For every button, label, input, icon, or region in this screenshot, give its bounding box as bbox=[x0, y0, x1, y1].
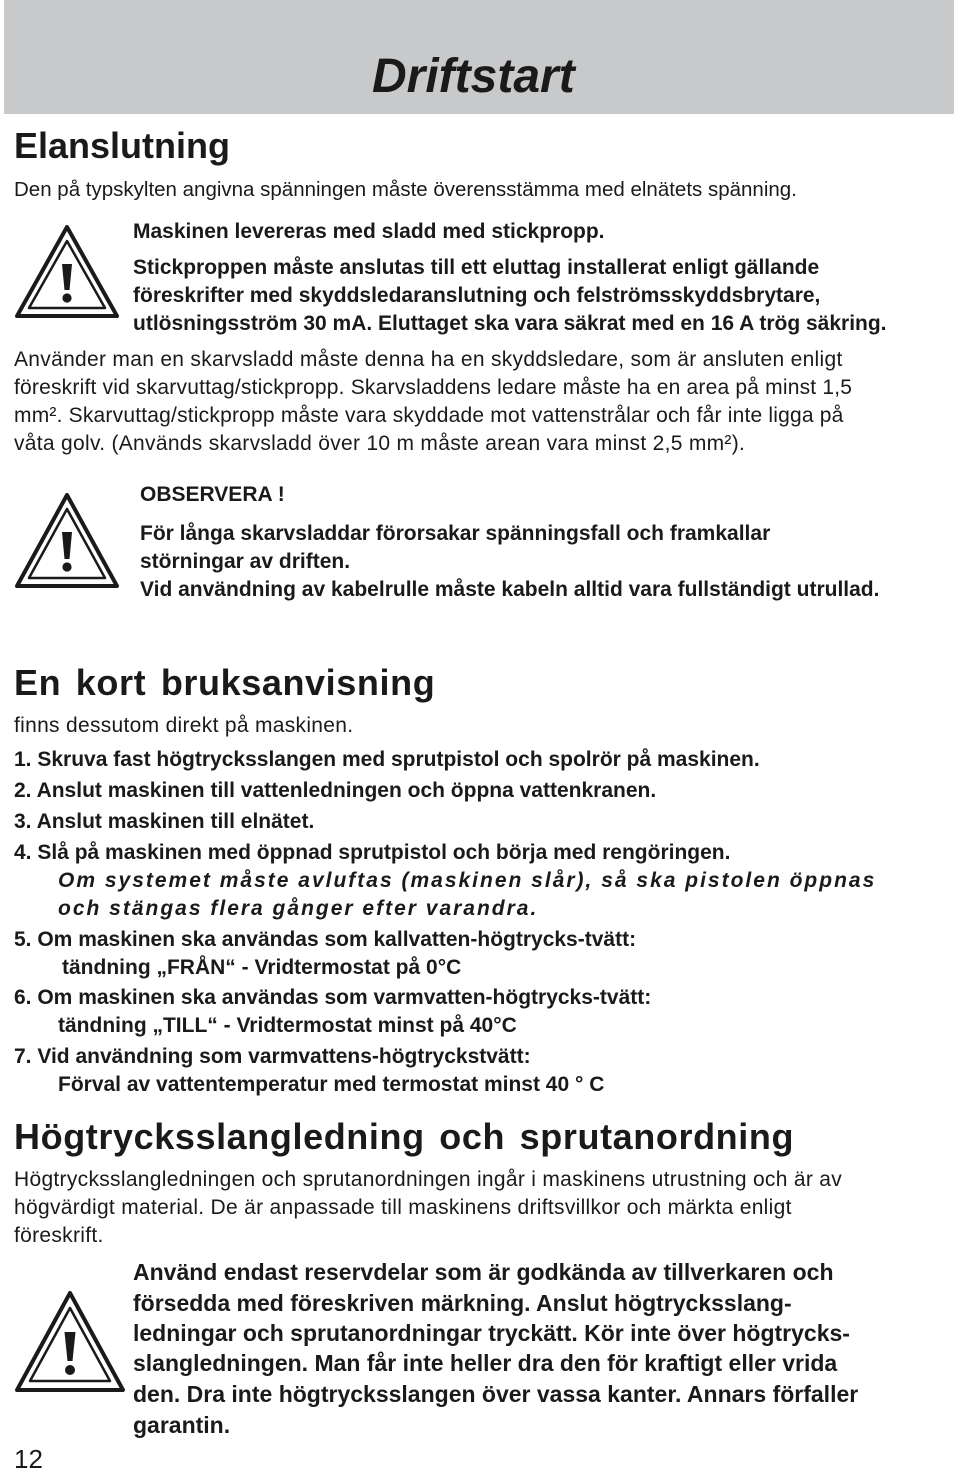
hogtryck-warning-line: garantin. bbox=[133, 1412, 231, 1438]
page-title: Driftstart bbox=[372, 50, 575, 103]
instruction-step: 2. Anslut maskinen till vattenledningen och öppna vattenkranen. bbox=[14, 779, 657, 802]
page-number: 12 bbox=[14, 1444, 43, 1474]
elanslutning-body-line: Använder man en skarvsladd måste denna ha en skyddsledare, som är ansluten enligt bbox=[14, 348, 843, 371]
instruction-step: 6. Om maskinen ska användas som varmvatten-högtrycks-tvätt: bbox=[14, 986, 652, 1009]
instruction-step-detail: Förval av vattentemperatur med termostat minst 40 ° C bbox=[58, 1073, 605, 1096]
warning-triangle-icon bbox=[14, 1290, 126, 1394]
observera-title: OBSERVERA ! bbox=[140, 483, 285, 506]
warning-triangle-icon bbox=[14, 224, 120, 320]
hogtryck-warning-line: slangledningen. Man får inte heller dra den för kraftigt eller vrida bbox=[133, 1350, 838, 1376]
elanslutning-warning-line: föreskrifter med skyddsledaranslutning och felströmsskyddsbrytare, bbox=[133, 284, 821, 307]
hogtryck-body-line: föreskrift. bbox=[14, 1224, 104, 1247]
hogtryck-warning-line: den. Dra inte högtrycksslangen över vassa kanter. Annars förfaller bbox=[133, 1381, 859, 1407]
instruction-step: 1. Skruva fast högtrycksslangen med sprutpistol och spolrör på maskinen. bbox=[14, 748, 760, 771]
instruction-step: 5. Om maskinen ska användas som kallvatten-högtrycks-tvätt: bbox=[14, 928, 637, 951]
elanslutning-body-line: mm². Skarvuttag/stickpropp måste vara skyddade mot vattenstrålar och får inte ligga på bbox=[14, 404, 844, 427]
elanslutning-intro: Den på typskylten angivna spänningen måste överensstämma med elnätets spänning. bbox=[14, 178, 797, 201]
section-heading-elanslutning: Elanslutning bbox=[14, 125, 230, 166]
hogtryck-body-line: högvärdigt material. De är anpassade till maskinens driftsvillkor och märkta enligt bbox=[14, 1196, 792, 1219]
instruction-step-note: och stängas flera gånger efter varandra. bbox=[58, 897, 539, 920]
instruction-step: 7. Vid användning som varmvattens-högtryckstvätt: bbox=[14, 1045, 531, 1068]
instruction-step-note: Om systemet måste avluftas (maskinen slår), så ska pistolen öppnas bbox=[58, 869, 877, 892]
elanslutning-warning-line: Maskinen levereras med sladd med stickpropp. bbox=[133, 220, 605, 243]
hogtryck-warning-line: försedda med föreskriven märkning. Anslut högtrycksslang- bbox=[133, 1290, 792, 1316]
hogtryck-warning-line: Använd endast reservdelar som är godkända av tillverkaren och bbox=[133, 1259, 834, 1285]
instruction-step-detail: tändning „FRÅN“ - Vridtermostat på 0°C bbox=[62, 956, 462, 979]
bruksanvisning-intro: finns dessutom direkt på maskinen. bbox=[14, 714, 354, 737]
elanslutning-body-line: våta golv. (Används skarvsladd över 10 m måste arean vara minst 2,5 mm²). bbox=[14, 432, 746, 455]
elanslutning-body-line: föreskrift vid skarvuttag/stickpropp. Skarvsladdens ledare måste ha en area på minst 1,5 bbox=[14, 376, 853, 399]
section-heading-bruksanvisning: En kort bruksanvisning bbox=[14, 662, 436, 703]
instruction-step: 4. Slå på maskinen med öppnad sprutpistol och börja med rengöringen. bbox=[14, 841, 731, 864]
hogtryck-body-line: Högtrycksslangledningen och sprutanordningen ingår i maskinens utrustning och är av bbox=[14, 1168, 843, 1191]
warning-triangle-icon bbox=[14, 492, 120, 590]
instruction-step: 3. Anslut maskinen till elnätet. bbox=[14, 810, 315, 833]
elanslutning-warning-line: utlösningsström 30 mA. Eluttaget ska vara säkrat med en 16 A trög säkring. bbox=[133, 312, 887, 335]
instruction-step-detail: tändning „TILL“ - Vridtermostat minst på 40°C bbox=[58, 1014, 517, 1037]
elanslutning-warning-line: Stickproppen måste anslutas till ett eluttag installerat enligt gällande bbox=[133, 256, 820, 279]
section-heading-hogtryck: Högtrycksslangledning och sprutanordning bbox=[14, 1116, 795, 1157]
observera-line: Vid användning av kabelrulle måste kabeln alltid vara fullständigt utrullad. bbox=[140, 578, 880, 601]
observera-line: För långa skarvsladdar förorsakar spänningsfall och framkallar bbox=[140, 522, 771, 545]
observera-line: störningar av driften. bbox=[140, 550, 351, 573]
hogtryck-warning-line: ledningar och sprutanordningar tryckätt. Kör inte över högtrycks- bbox=[133, 1320, 850, 1346]
